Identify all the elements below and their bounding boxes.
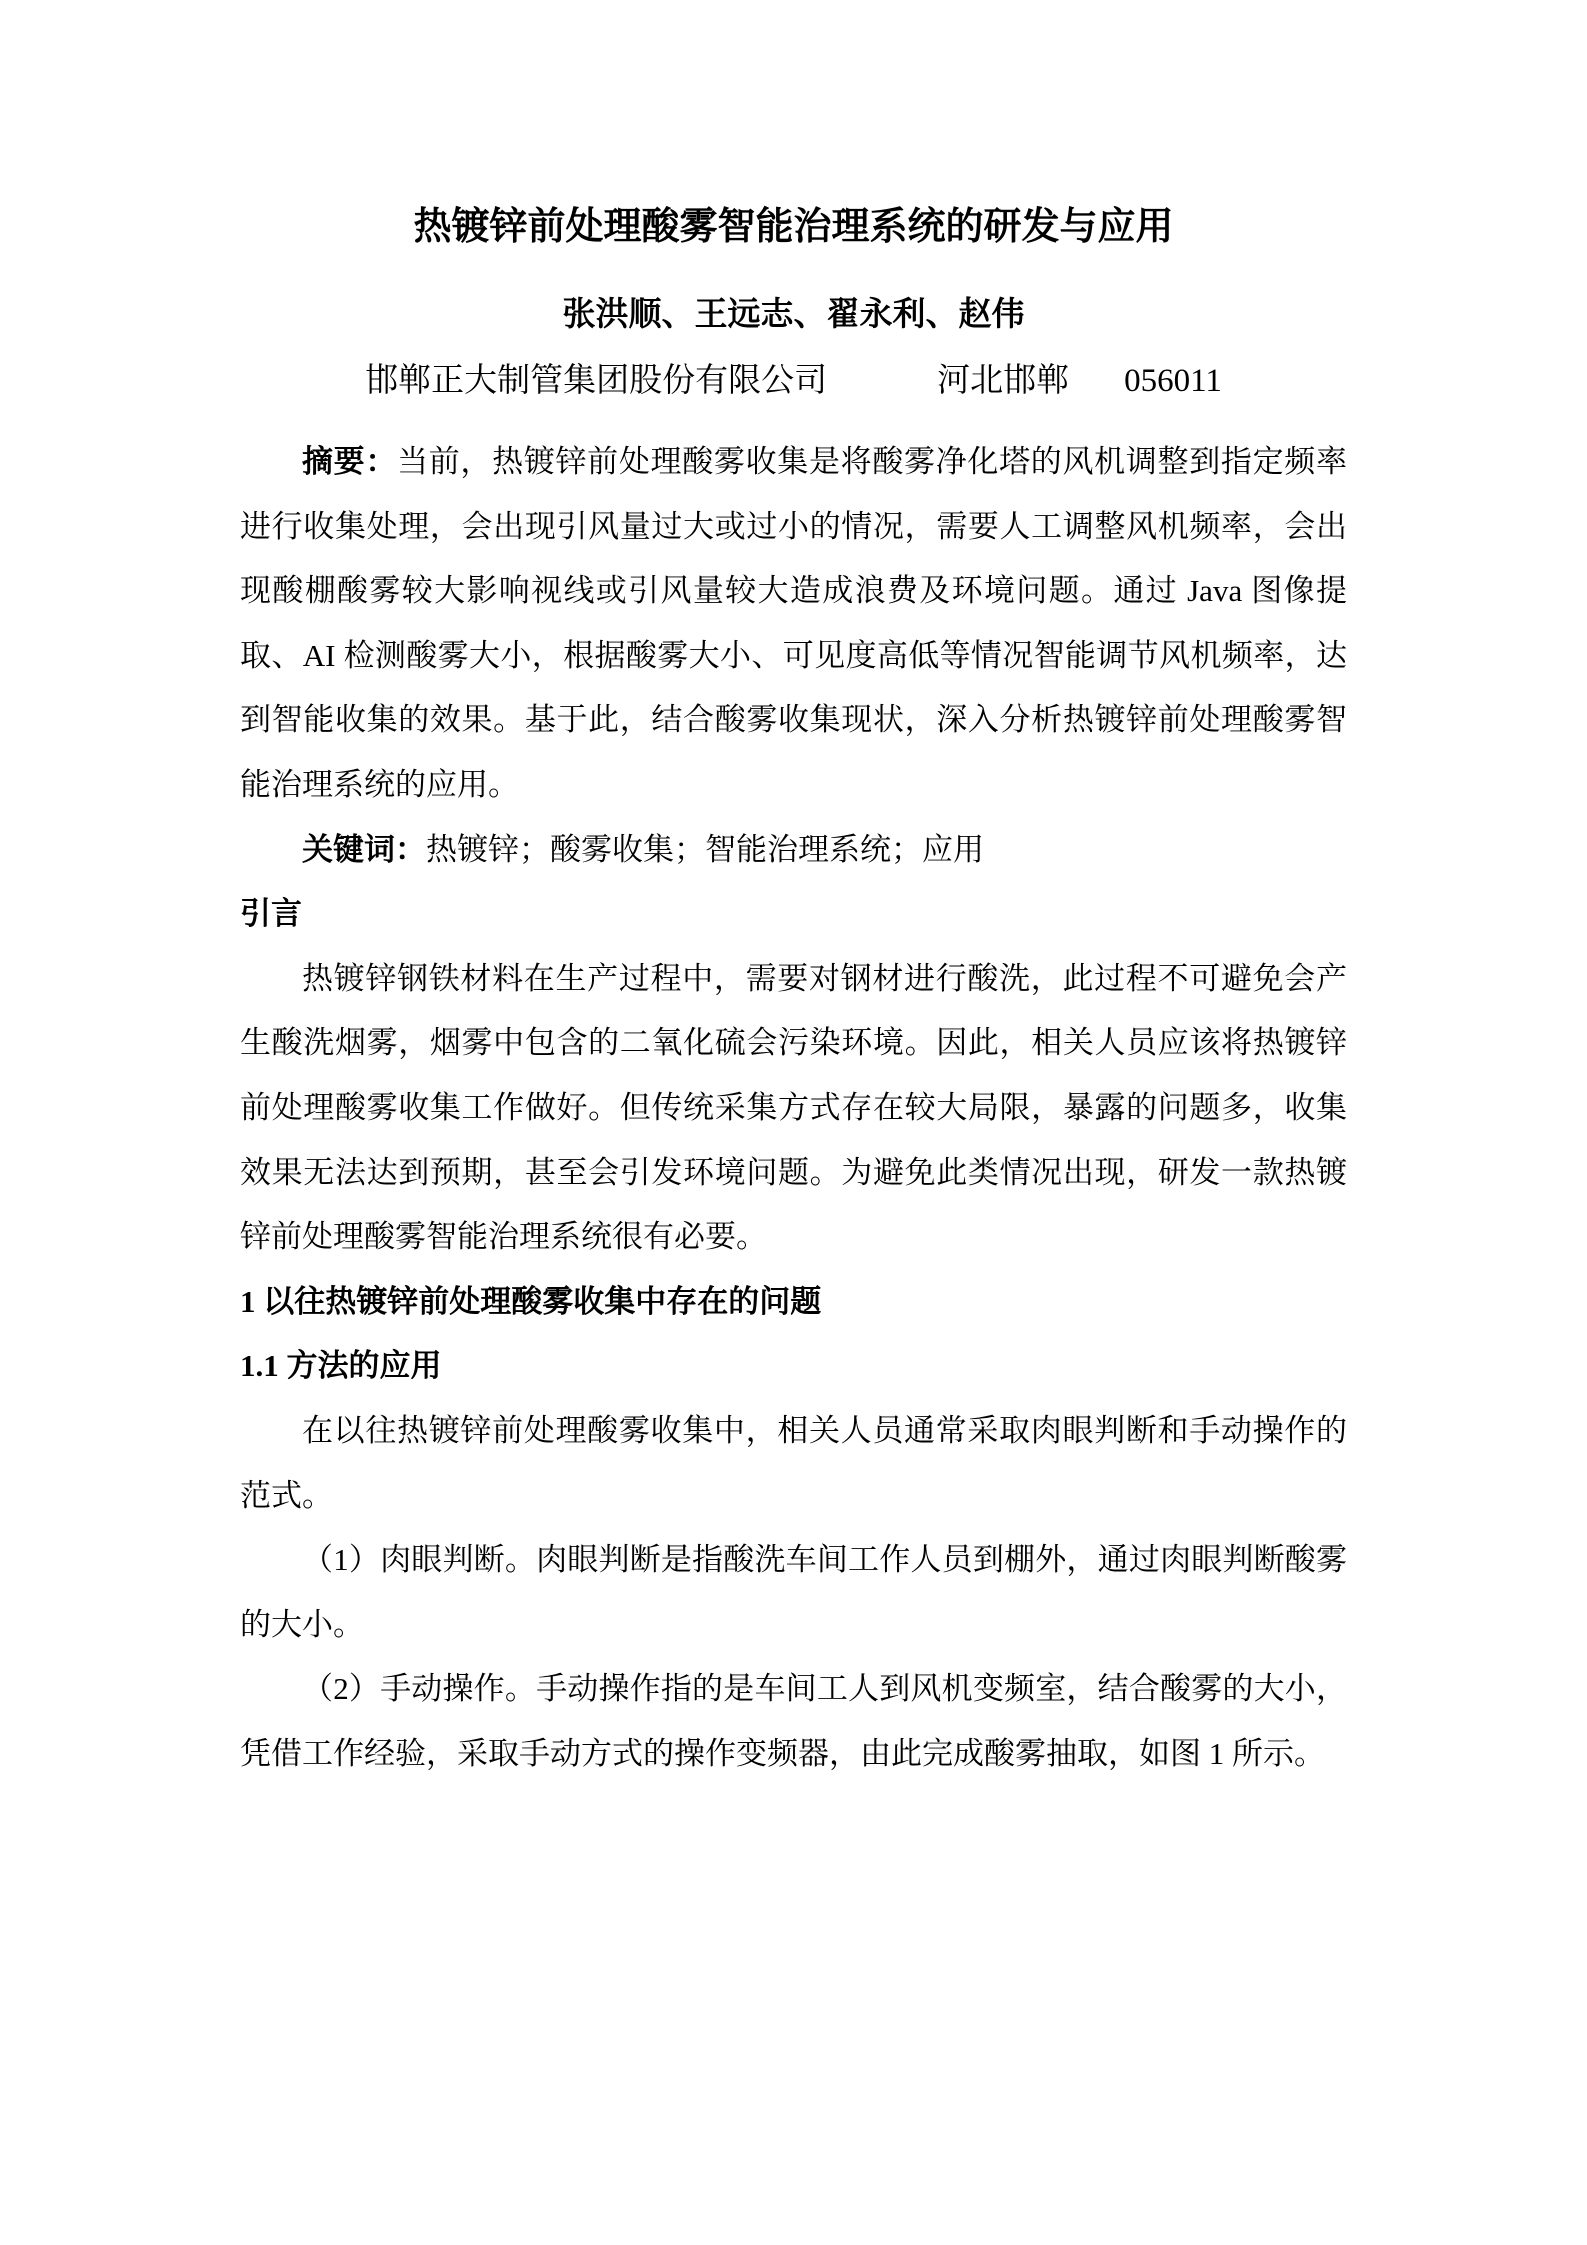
paper-content: [0, 190, 1587, 1786]
paper-body: [240, 430, 1347, 1786]
section-1-heading: 1 以往热镀锌前处理酸雾收集中存在的问题: [240, 1283, 822, 1319]
abstract-text: 当前，热镀锌前处理酸雾收集是将酸雾净化塔的风机调整到指定频率进行收集处理，会出现引风量过大或过小的情况，需要人工调整风机频率，会出现酸棚酸雾较大影响视线或引风量较大造成浪费及环境问题。通过 Java 图像提取、AI 检测酸雾大小，根据酸雾大小、可见度高低等情况智能调节风机频率，达到智能收集的效果。基于此，结合酸雾收集现状，深入分析热镀锌前处理酸雾智能治理系统的应用。: [240, 444, 1347, 802]
affiliation-org: 邯郸正大制管集团股份有限公司: [365, 363, 828, 399]
paper-title: 热镀锌前处理酸雾智能治理系统的研发与应用: [413, 206, 1174, 248]
section-1-1-heading: 1.1 方法的应用: [240, 1348, 442, 1384]
section-1-1-paragraph-3: （2）手动操作。手动操作指的是车间工人到风机变频室，结合酸雾的大小，凭借工作经验，采取手动方式的操作变频器，由此完成酸雾抽取，如图 1 所示。: [240, 1671, 1347, 1771]
affiliation-postcode: 056011: [1124, 363, 1222, 399]
section-1-1-paragraph-2: （1）肉眼判断。肉眼判断是指酸洗车间工作人员到棚外，通过肉眼判断酸雾的大小。: [240, 1542, 1347, 1642]
authors-line: 张洪顺、王远志、翟永利、赵伟: [562, 297, 1025, 333]
affiliation-line: [240, 348, 1347, 414]
keywords-label: 关键词：: [302, 831, 426, 867]
keywords-text: 热镀锌；酸雾收集；智能治理系统；应用: [426, 831, 984, 867]
abstract-paragraph: [240, 430, 1347, 818]
keywords-paragraph: [240, 818, 1347, 883]
affiliation-region: 河北邯郸: [937, 363, 1070, 399]
intro-paragraph: 热镀锌钢铁材料在生产过程中，需要对钢材进行酸洗，此过程不可避免会产生酸洗烟雾，烟雾中包含的二氧化硫会污染环境。因此，相关人员应该将热镀锌前处理酸雾收集工作做好。但传统采集方式存在较大局限，暴露的问题多，收集效果无法达到预期，甚至会引发环境问题。为避免此类情况出现，研发一款热镀锌前处理酸雾智能治理系统很有必要。: [240, 960, 1347, 1255]
section-1-1-paragraph-1: 在以往热镀锌前处理酸雾收集中，相关人员通常采取肉眼判断和手动操作的范式。: [240, 1412, 1347, 1513]
abstract-label: 摘要：: [302, 444, 398, 479]
intro-heading: 引言: [240, 896, 302, 932]
